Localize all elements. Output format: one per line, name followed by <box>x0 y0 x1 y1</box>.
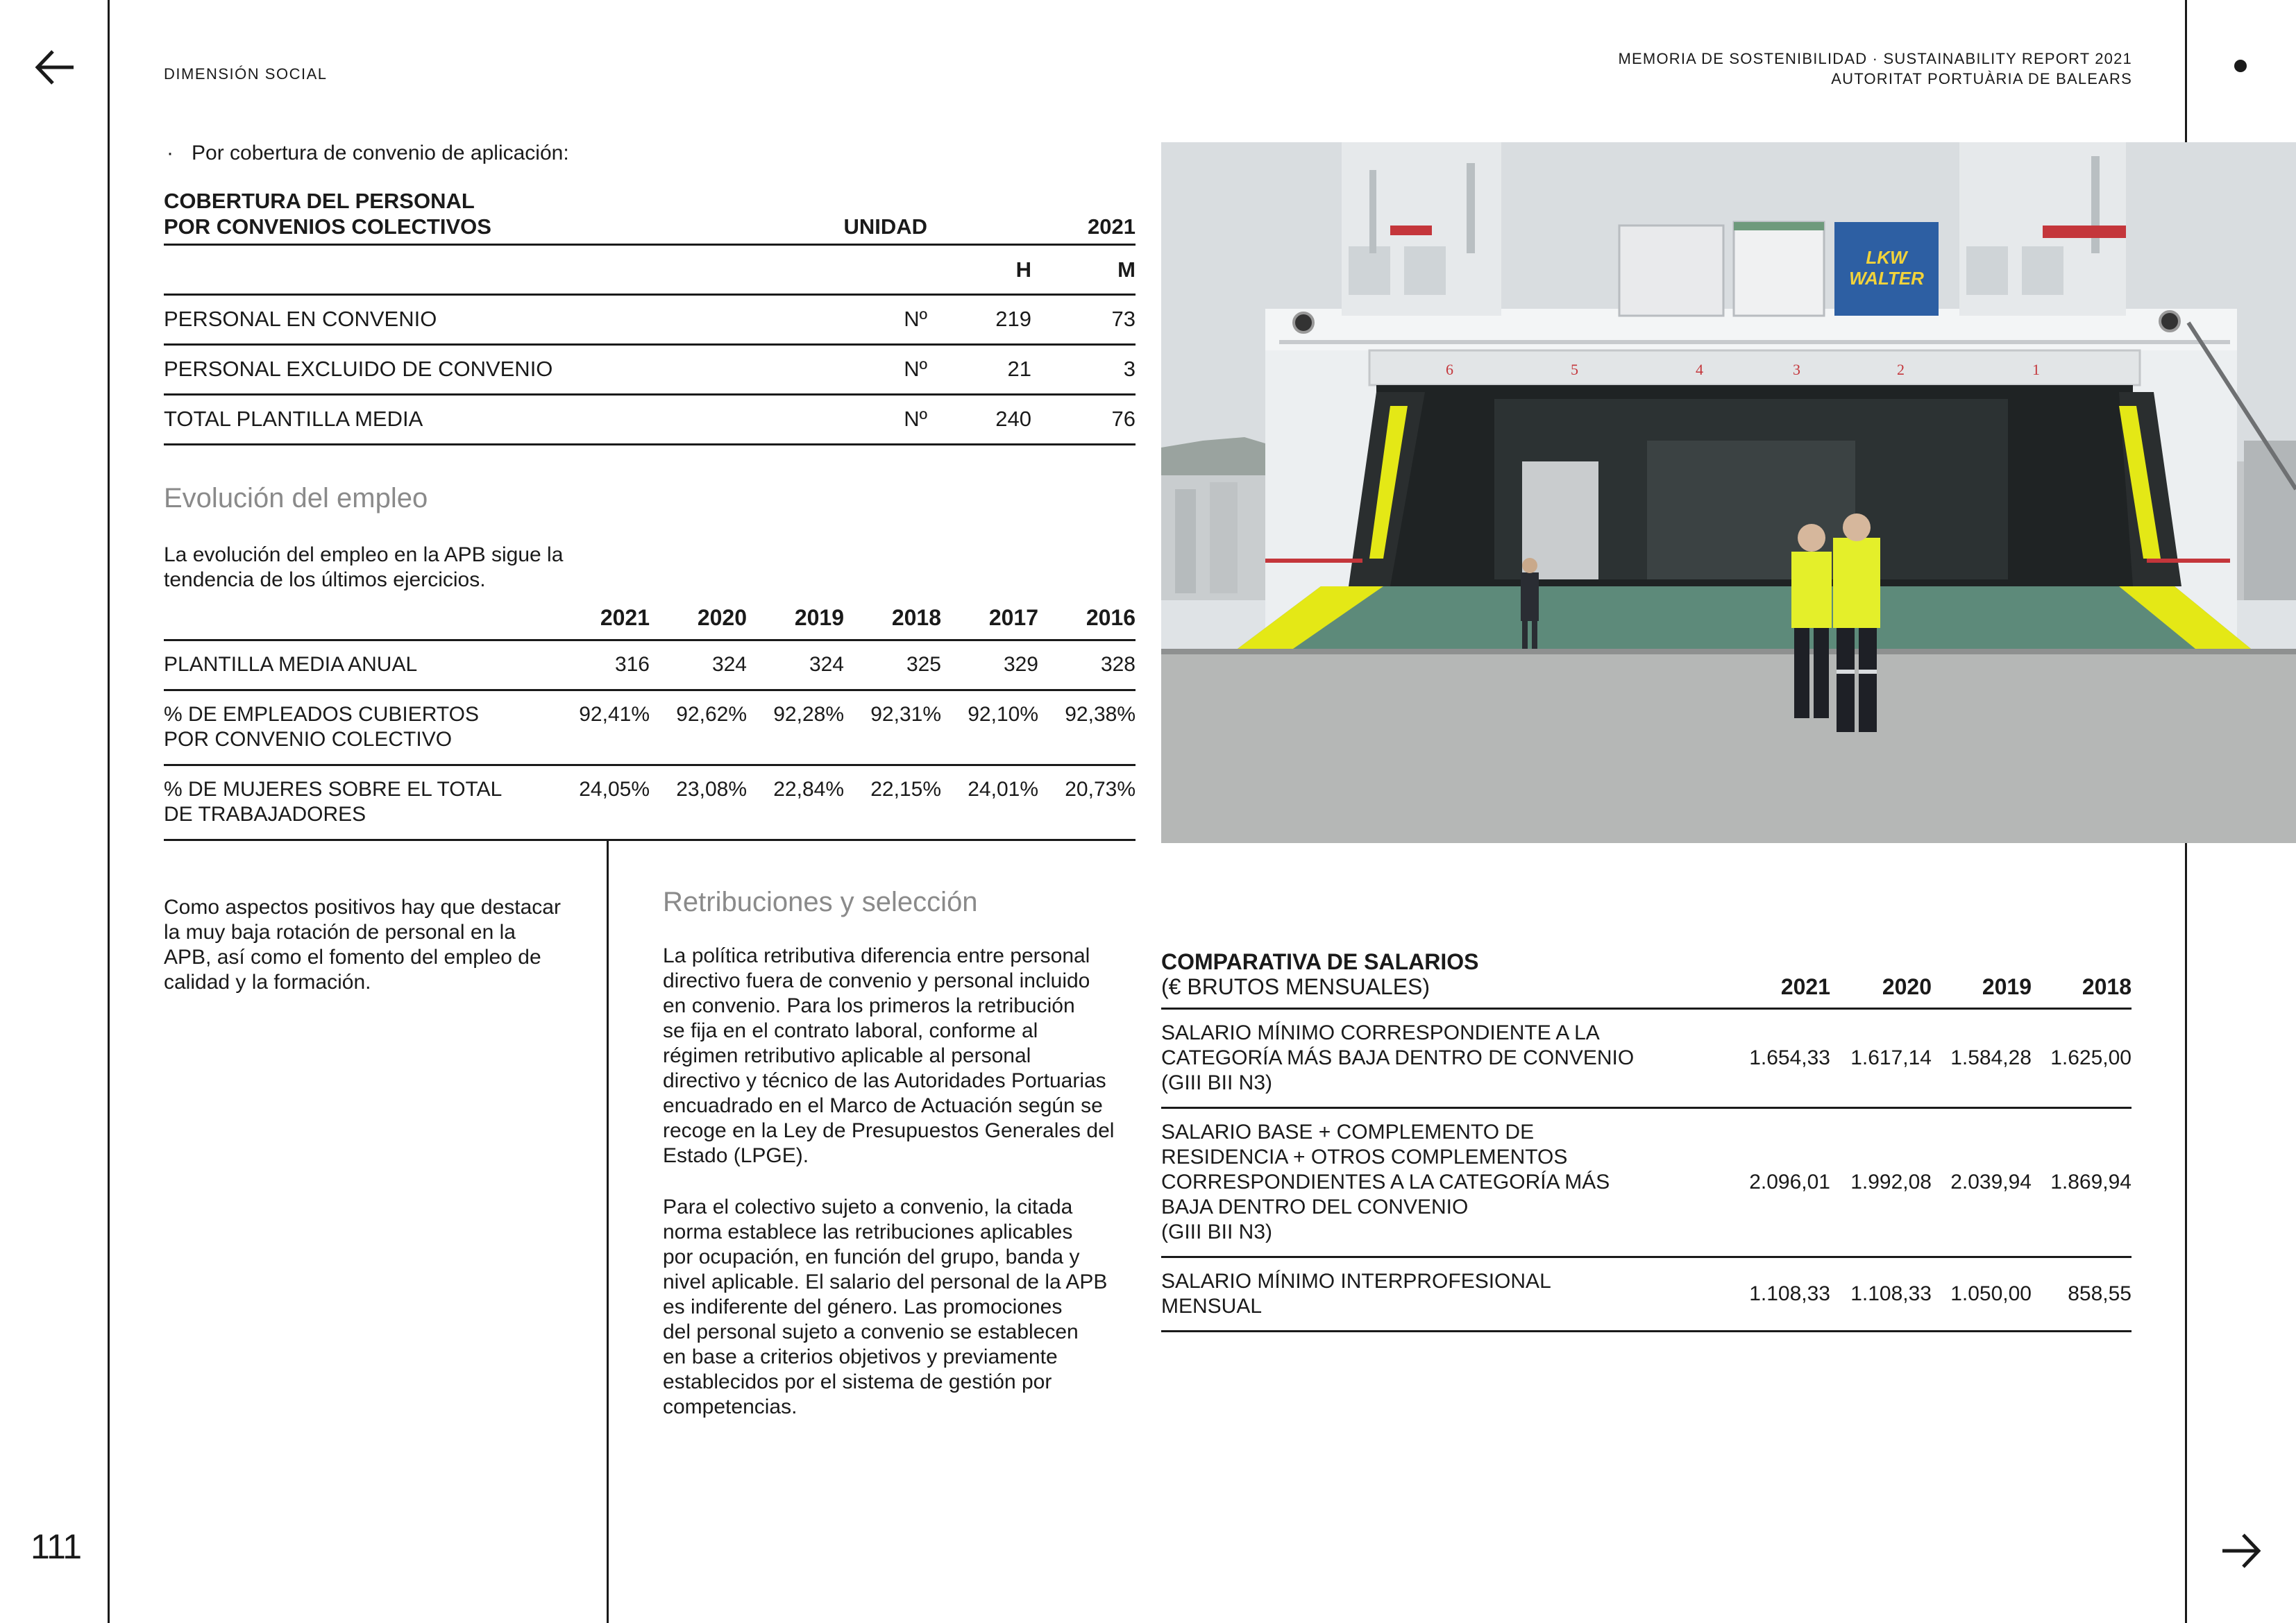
table-row: PERSONAL EN CONVENIO Nº 219 73 <box>164 294 1136 344</box>
h-header: H <box>927 244 1031 294</box>
back-arrow-icon[interactable] <box>31 43 79 92</box>
deck-number: 4 <box>1696 361 1703 378</box>
ferry-photo <box>1161 142 2296 843</box>
table-row: % DE EMPLEADOS CUBIERTOS POR CONVENIO COLECTIVO 92,41% 92,62% 92,28% 92,31% 92,10% 92,38% <box>164 690 1136 765</box>
year-header: 2021 <box>1031 182 1136 244</box>
year-header: 2020 <box>1830 949 1932 1009</box>
retribuciones-paragraph-2: Para el colectivo sujeto a convenio, la citada norma establece las retribuciones aplicables por ocupación, en función del grupo, banda y nivel aplicable. El salario del personal de la APB es indiferente del género. Las promociones del personal sujeto a convenio se establecen en base a criterios objetivos y previamente establecidos por el sistema de gestión por competencias. <box>663 1196 1108 1418</box>
unit-header: UNIDAD <box>747 182 927 244</box>
table-row: PLANTILLA MEDIA ANUAL 316 324 324 325 329 328 <box>164 640 1136 690</box>
employment-title: Evolución del empleo <box>164 483 428 513</box>
right-frame-line <box>2185 0 2187 142</box>
m-header: M <box>1031 244 1136 294</box>
deck-number: 6 <box>1446 361 1453 378</box>
left-frame-line <box>108 0 110 1623</box>
table-row: PERSONAL EXCLUIDO DE CONVENIO Nº 21 3 <box>164 344 1136 394</box>
deck-number: 2 <box>1897 361 1905 378</box>
year-header: 2017 <box>941 597 1038 640</box>
retribuciones-title: Retribuciones y selección <box>663 887 978 917</box>
year-header: 2021 <box>1730 949 1830 1009</box>
table-row: % DE MUJERES SOBRE EL TOTAL DE TRABAJADORES 24,05% 23,08% 22,84% 22,15% 24,01% 20,73% <box>164 765 1136 840</box>
coverage-table-title: COBERTURA DEL PERSONAL POR CONVENIOS COLECTIVOS <box>164 182 747 244</box>
bullet-mark: · <box>167 142 174 164</box>
year-header: 2016 <box>1038 597 1136 640</box>
year-header: 2018 <box>2032 949 2132 1009</box>
report-title: MEMORIA DE SOSTENIBILIDAD · SUSTAINABILITY REPORT 2021 <box>1618 50 2132 67</box>
salaries-table <box>1161 949 2132 1332</box>
table-row: SALARIO MÍNIMO INTERPROFESIONAL MENSUAL 1.108,33 1.108,33 1.050,00 858,55 <box>1161 1257 2132 1332</box>
organization-name: AUTORITAT PORTUÀRIA DE BALEARS <box>1831 70 2132 87</box>
employment-intro: La evolución del empleo en la APB sigue la tendencia de los últimos ejercicios. <box>164 543 564 591</box>
positive-aspects-text: Como aspectos positivos hay que destacar la muy baja rotación de personal en la APB, así como el fomento del empleo de calidad y la formación. <box>164 896 561 994</box>
section-label: DIMENSIÓN SOCIAL <box>164 65 328 83</box>
year-header: 2019 <box>1932 949 2032 1009</box>
deck-number: 5 <box>1571 361 1578 378</box>
year-header: 2018 <box>844 597 941 640</box>
right-frame-line-lower <box>2185 843 2187 1623</box>
year-header: 2020 <box>650 597 747 640</box>
coverage-table <box>164 182 1136 445</box>
truck-text-line1: LKW <box>1866 247 1907 268</box>
page-number: 111 <box>31 1527 82 1566</box>
salaries-table-title: COMPARATIVA DE SALARIOS (€ BRUTOS MENSUALES) <box>1161 949 1730 1009</box>
year-header: 2021 <box>552 597 650 640</box>
coverage-intro <box>164 142 569 165</box>
coverage-intro-text: Por cobertura de convenio de aplicación: <box>192 142 569 164</box>
report-header <box>1619 49 2132 89</box>
employment-table <box>164 597 1136 841</box>
truck-text-line2: WALTER <box>1849 268 1924 289</box>
table-row: SALARIO BASE + COMPLEMENTO DE RESIDENCIA + OTROS COMPLEMENTOS CORRESPONDIENTES A LA CATEGORÍA MÁS BAJA DENTRO DEL CONVENIO (GIII BII N3) 2.096,01 1.992,08 2.039,94 1.869,94 <box>1161 1108 2132 1257</box>
table-row: TOTAL PLANTILLA MEDIA Nº 240 76 <box>164 394 1136 444</box>
table-row: SALARIO MÍNIMO CORRESPONDIENTE A LA CATEGORÍA MÁS BAJA DENTRO DE CONVENIO (GIII BII N3) 1.654,33 1.617,14 1.584,28 1.625,00 <box>1161 1009 2132 1108</box>
next-arrow-icon[interactable] <box>2217 1527 2265 1575</box>
column-divider-line <box>607 840 609 1623</box>
year-header: 2019 <box>747 597 844 640</box>
deck-number: 3 <box>1793 361 1800 378</box>
retribuciones-paragraph-1: La política retributiva diferencia entre personal directivo fuera de convenio y personal incluido en convenio. Para los primeros la retribución se fija en el contrato laboral, conforme al régimen retributivo aplicable al personal directivo y técnico de las Autoridades Portuarias encuadrado en el Marco de Actuación según se recoge en la Ley de Presupuestos Generales del Estado (LPGE). <box>663 944 1115 1167</box>
deck-number: 1 <box>2032 361 2040 378</box>
dot-icon <box>2234 60 2247 72</box>
